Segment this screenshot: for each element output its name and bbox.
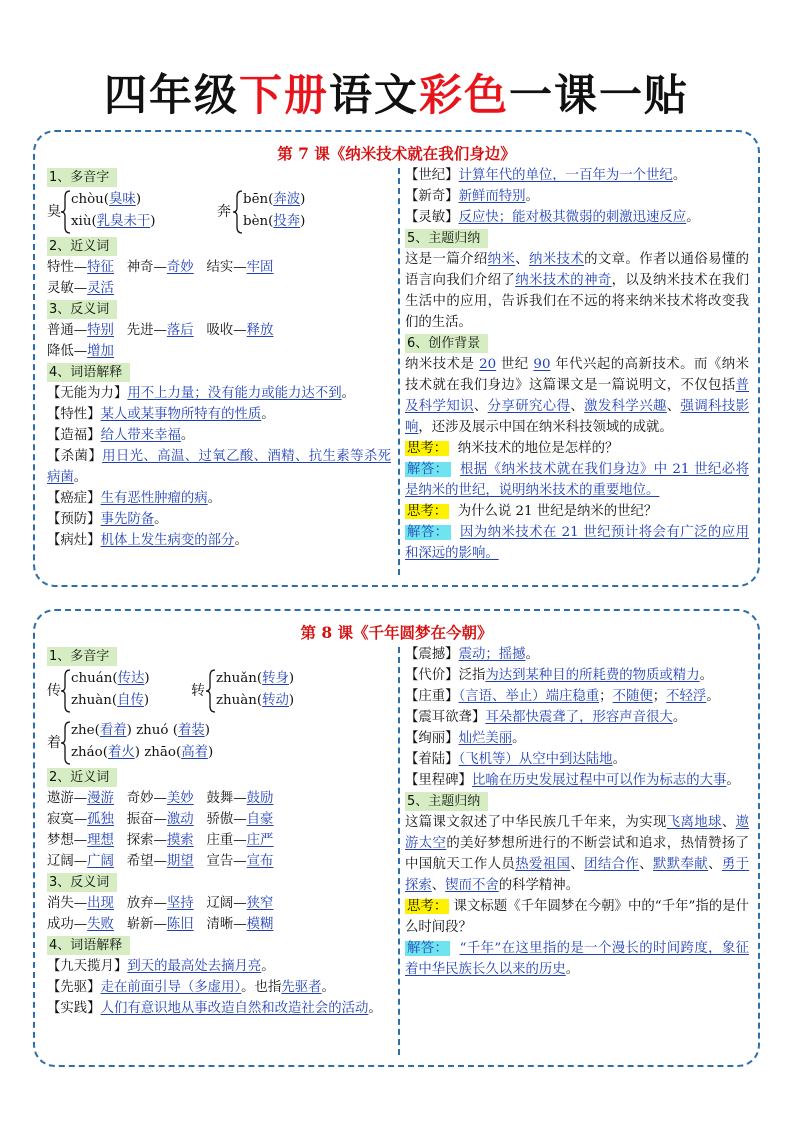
- definition-item: 【绚丽】灿烂美丽。: [405, 731, 526, 746]
- polyphone-reading: zháo(着火) zhāo(高着): [71, 745, 214, 760]
- answer-item: 解答： 根据《纳米技术就在我们身边》中 21 世纪必将是纳米的世纪，说明纳米技术的重要地位。: [405, 462, 749, 498]
- definition-item: 【实践】人们有意识地从事改造自然和改造社会的活动。: [47, 1001, 382, 1016]
- polyphone-reading: bēn(奔波): [243, 192, 306, 207]
- word-pair-row: 梦想—理想 探索—摸索 庄重—庄严: [47, 833, 274, 848]
- polyphone-reading: zhuàn(自传): [71, 693, 150, 708]
- lesson8-left-column: [47, 646, 391, 1019]
- answer-item: 解答： “千年”在这里指的是一个漫长的时间跨度，象征着中华民族长久以来的历史。: [405, 941, 750, 977]
- word-pair-row: 寂寞—孤独 振奋—激动 骄傲—自豪: [47, 812, 274, 827]
- lesson7-divider: [398, 168, 400, 575]
- lesson7-section-background: 6、创作背景: [405, 334, 488, 353]
- lesson8-right-column: [405, 644, 749, 980]
- lesson8-section-antonym: 3、反义词: [47, 873, 117, 892]
- word-pair-row: 消失—出现 放弃—坚持 辽阔—狭窄: [47, 896, 274, 911]
- definition-item: 【特性】某人或某事物所特有的性质。: [47, 407, 275, 422]
- polyphone-char: 奔: [217, 204, 231, 220]
- background-paragraph: 纳米技术是 20 世纪 90 年代兴起的高新技术。而《纳米技术就在我们身边》这篇课文是一篇说明文，不仅包括普及科学知识、分享研究心得、激发科学兴趣、强调科技影响，还涉及展示中国在纳米科技领域的成就。: [405, 357, 750, 435]
- definition-item: 【里程碑】比喻在历史发展过程中可以作为标志的大事。: [405, 773, 740, 788]
- lesson7-heading: 第 7 课《纳米技术就在我们身边》: [277, 144, 516, 163]
- lesson7-section-synonym: 2、近义词: [47, 237, 117, 256]
- answer-label: 解答：: [407, 525, 449, 540]
- question-item: 思考： 课文标题《千年圆梦在今朝》中的“千年”指的是什么时间段？: [405, 899, 749, 935]
- definition-item: 【杀菌】用日光、高温、过氧乙酸、酒精、抗生素等杀死病菌。: [47, 449, 392, 485]
- polyphone-reading: bèn(投奔): [243, 214, 306, 229]
- page-title: [0, 62, 793, 123]
- lesson7-left-column: [47, 167, 391, 551]
- title-part-1: 四年级: [104, 71, 239, 121]
- lesson8-divider: [398, 647, 400, 1055]
- lesson7-card: [33, 130, 760, 587]
- lesson7-section-polyphone: 1、多音字: [47, 168, 117, 187]
- word-pair-row: 成功—失败 崭新—陈旧 清晰—模糊: [47, 917, 274, 932]
- word-pair-row: 辽阔—广阔 希望—期望 宣告—宣布: [47, 854, 274, 869]
- word-pair-row: 灵敏—灵活: [47, 281, 114, 296]
- definition-item: 【病灶】机体上发生病变的部分。: [47, 533, 248, 548]
- definition-item: 【着陆】（飞机等）从空中到达陆地。: [405, 752, 626, 767]
- answer-label: 解答：: [407, 462, 449, 477]
- think-label: 思考：: [407, 899, 448, 914]
- definition-item: 【代价】泛指为达到某种目的所耗费的物质或精力。: [405, 668, 713, 683]
- definition-item: 【造福】给人带来幸福。: [47, 428, 195, 443]
- lesson8-section-synonym: 2、近义词: [47, 768, 117, 787]
- definition-item: 【无能为力】用不上力量；没有能力或能力达不到。: [47, 386, 355, 401]
- title-part-4: 彩色: [419, 71, 509, 121]
- question-item: 思考： 为什么说 21 世纪是纳米的世纪？: [407, 504, 658, 519]
- answer-label: 解答：: [407, 941, 449, 956]
- lesson8-polyphones: [47, 669, 391, 713]
- definition-item: 【九天揽月】到天的最高处去摘月亮。: [47, 959, 275, 974]
- question-item: 思考： 纳米技术的地位是怎样的？: [407, 441, 619, 456]
- lesson8-polyphones-2: [47, 721, 391, 765]
- theme-paragraph: 这篇课文叙述了中华民族几千年来，为实现飞离地球、遨游太空的美好梦想所进行的不断尝试和追求，热情赞扬了中国航天工作人员热爱祖国、团结合作、默默奉献、勇于探索、锲而不舍的科学精神。: [405, 815, 750, 893]
- brace-icon: [61, 190, 71, 234]
- brace-icon: [206, 669, 216, 713]
- lesson8-card: [33, 609, 760, 1067]
- lesson7-section-antonym: 3、反义词: [47, 300, 117, 319]
- think-label: 思考：: [407, 441, 448, 456]
- polyphone-char: 传: [47, 683, 61, 699]
- lesson8-section-polyphone: 1、多音字: [47, 647, 117, 666]
- definition-item: 【世纪】计算年代的单位，一百年为一个世纪。: [405, 168, 687, 183]
- brace-icon: [61, 669, 71, 713]
- polyphone-reading: zhe(看着) zhuó (着装): [71, 723, 210, 738]
- title-part-2: 下册: [239, 71, 329, 121]
- definition-item: 【灵敏】反应快；能对极其微弱的刺激迅速反应。: [405, 210, 700, 225]
- answer-item: 解答： 因为纳米技术在 21 世纪预计将会有广泛的应用和深远的影响。: [405, 525, 749, 561]
- polyphone-reading: zhuǎn(转身): [216, 671, 295, 686]
- polyphone-reading: chòu(臭味): [71, 192, 142, 207]
- theme-paragraph: 这是一篇介绍纳米、纳米技术的文章。作者以通俗易懂的语言向我们介绍了纳米技术的神奇，以及纳米技术在我们生活中的应用，告诉我们在不远的将来纳米技术将改变我们的生活。: [405, 252, 750, 330]
- think-label: 思考：: [407, 504, 448, 519]
- polyphone-char: 转: [191, 683, 205, 699]
- polyphone-reading: xiù(乳臭未干): [71, 214, 156, 229]
- word-pair-row: 遨游—漫游 奇妙—美妙 鼓舞—鼓励: [47, 791, 274, 806]
- polyphone-char: 臭: [47, 204, 61, 220]
- brace-icon: [61, 721, 71, 765]
- polyphone-char: 着: [47, 735, 61, 751]
- polyphone-reading: chuán(传达): [71, 671, 150, 686]
- definition-item: 【庄重】（言语、举止）端庄稳重；不随便；不轻浮。: [405, 689, 720, 704]
- brace-icon: [233, 190, 243, 234]
- definition-item: 【癌症】生有恶性肿瘤的病。: [47, 491, 222, 506]
- definition-item: 【预防】事先防备。: [47, 512, 168, 527]
- lesson7-right-column: [405, 165, 749, 564]
- definition-item: 【震撼】震动；摇撼。: [405, 647, 539, 662]
- lesson7-polyphones: [47, 190, 391, 234]
- definition-item: 【震耳欲聋】耳朵都快震聋了，形容声音很大。: [405, 710, 687, 725]
- lesson8-heading: 第 8 课《千年圆梦在今朝》: [300, 623, 493, 642]
- word-pair-row: 普通—特别 先进—落后 吸收—释放: [47, 323, 274, 338]
- polyphone-reading: zhuàn(转动): [216, 693, 295, 708]
- lesson7-section-definitions: 4、词语解释: [47, 363, 130, 382]
- lesson8-section-definitions: 4、词语解释: [47, 936, 130, 955]
- definition-item: 【新奇】新鲜而特别。: [405, 189, 539, 204]
- word-pair-row: 特性—特征 神奇—奇妙 结实—牢固: [47, 260, 274, 275]
- title-part-5: 一课一贴: [509, 71, 689, 121]
- word-pair-row: 降低—增加: [47, 344, 114, 359]
- definition-item: 【先驱】走在前面引导（多虚用）。也指先驱者。: [47, 980, 335, 995]
- title-part-3: 语文: [329, 71, 419, 121]
- lesson8-section-theme: 5、主题归纳: [405, 792, 488, 811]
- lesson7-section-theme: 5、主题归纳: [405, 229, 488, 248]
